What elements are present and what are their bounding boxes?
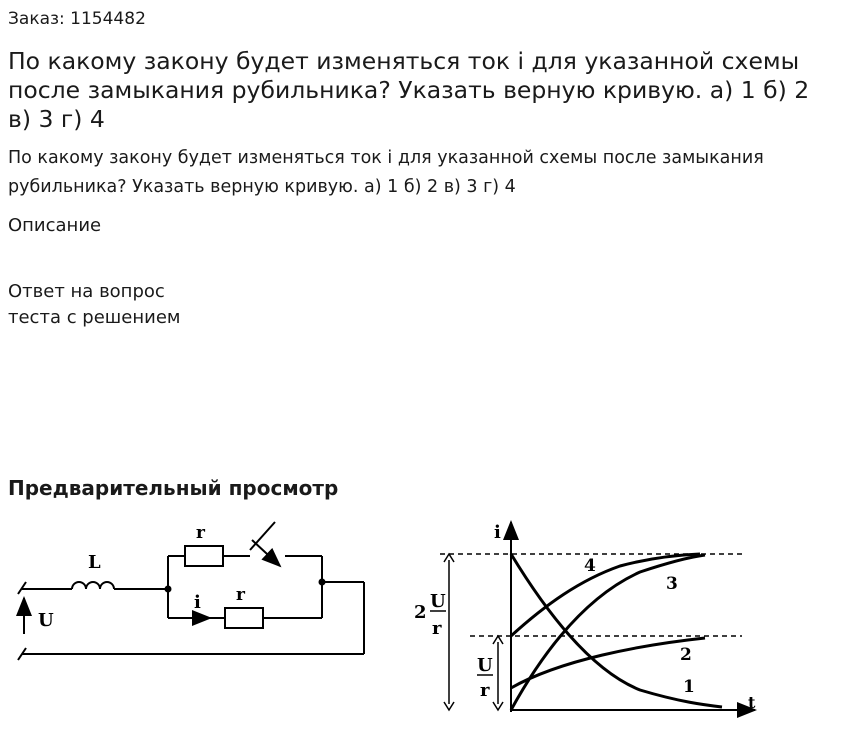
answer-note	[8, 279, 180, 331]
order-number: Заказ: 1154482	[8, 9, 146, 29]
label-r-top: r	[196, 523, 205, 543]
frac-U-1: U	[430, 591, 446, 612]
node-right	[319, 579, 326, 586]
coef-2: 2	[414, 602, 427, 623]
label-U: U	[38, 610, 54, 631]
label-L: L	[88, 552, 101, 573]
frac-r-2: r	[480, 680, 490, 701]
preview-figure	[0, 510, 847, 731]
page-title: По какому закону будет изменяться ток i для указанной схемы после замыкания рубильника? Указать верную кривую. а) 1 б) 2 в) 3 г) 4	[8, 47, 810, 133]
node-left	[165, 586, 172, 593]
resistor-top	[185, 546, 223, 566]
inductor-coil	[72, 582, 114, 589]
switch-arrow	[252, 540, 280, 566]
curve-label-4: 4	[584, 556, 596, 576]
frac-r-1: r	[432, 618, 442, 639]
preview-heading: Предварительный просмотр	[8, 476, 339, 500]
curve-label-2: 2	[680, 645, 692, 665]
label-i: i	[194, 592, 201, 613]
description-heading: Описание	[8, 215, 102, 236]
curve-label-1: 1	[683, 677, 695, 697]
frac-U-2: U	[477, 655, 493, 676]
answer-line-1: Ответ на вопрос	[8, 281, 165, 302]
question-text: По какому закону будет изменяться ток i для указанной схемы после замыкания рубильника? Указать верную кривую. а) 1 б) 2 в) 3 г) 4	[8, 148, 764, 197]
current-graph	[430, 522, 755, 712]
switch-contact	[250, 522, 275, 550]
curve-label-3: 3	[666, 574, 678, 594]
axis-label-t: t	[748, 693, 756, 712]
answer-line-2: теста с решением	[8, 307, 181, 328]
label-r-bottom: r	[236, 585, 245, 605]
resistor-bottom	[225, 608, 263, 628]
circuit-diagram	[18, 522, 364, 660]
axis-label-i: i	[494, 522, 501, 543]
